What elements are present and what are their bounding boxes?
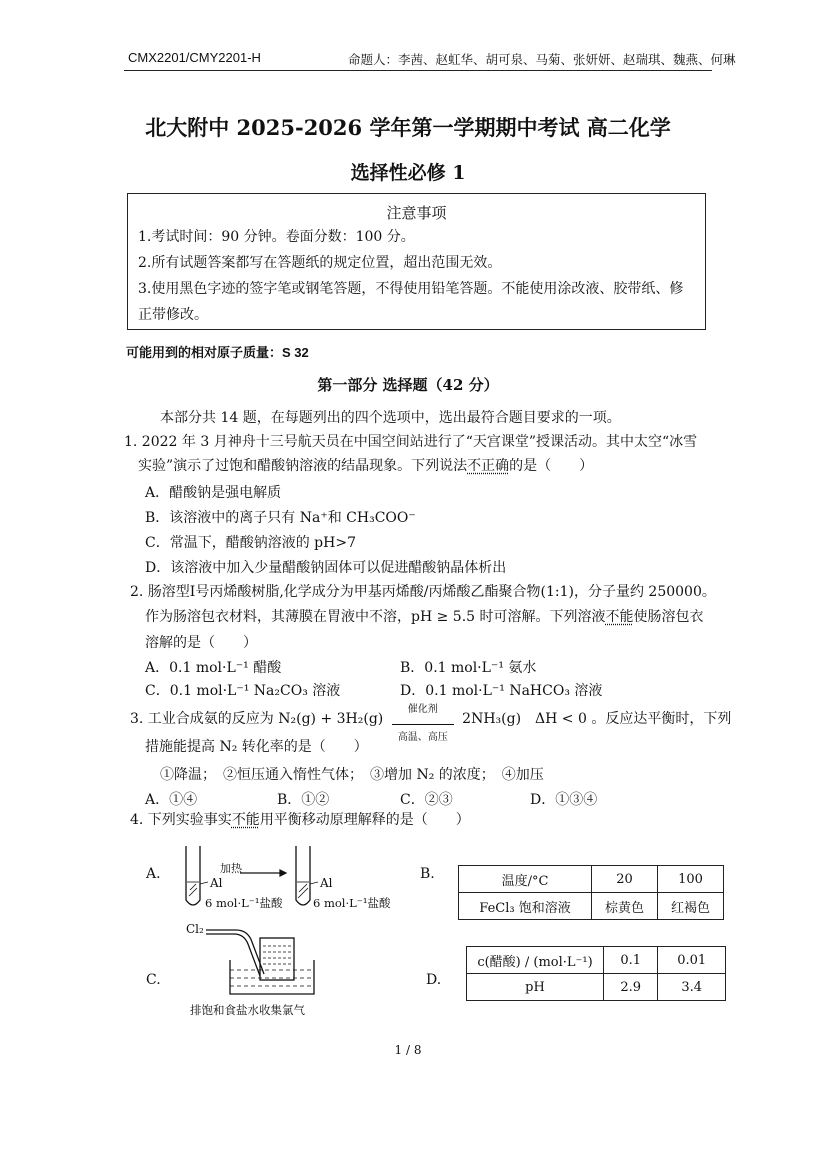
q4-label-c: C.	[146, 972, 161, 988]
catalyst-label: 催化剂	[407, 703, 438, 715]
table-b-cell-100: 红褐色	[658, 893, 724, 920]
q4-stem-a: 4. 下列实验事实	[130, 812, 232, 828]
figure-a-acid-1: 6 mol·L⁻¹盐酸	[205, 896, 283, 910]
test-tube-icon	[186, 846, 200, 905]
reaction-arrow	[392, 703, 454, 743]
q2-emphasis: 不能	[605, 609, 634, 625]
q2-stem-2a: 作为肠溶包衣材料，其薄膜在胃液中不溶，pH ≥ 5.5 时可溶解。下列溶液	[145, 609, 606, 625]
table-b-cell-20: 棕黄色	[592, 893, 658, 920]
q4-table-b	[458, 865, 724, 920]
notice-line-2: 2.所有试题答案都写在答题纸的规定位置，超出范围无效。	[138, 255, 502, 271]
q2-stem-3: 溶解的是（ ）	[145, 635, 257, 651]
figure-a-heat-label: 加热	[220, 862, 242, 875]
q3-option-c: C．②③	[400, 792, 453, 808]
atomic-mass-note: 可能用到的相对原子质量：S 32	[126, 345, 309, 360]
q2-option-d: D．0.1 mol·L⁻¹ NaHCO₃ 溶液	[400, 683, 603, 699]
table-d-row-label: pH	[467, 974, 604, 1001]
table-d-cell-01: 2.9	[604, 974, 658, 1001]
figure-a-al-1: Al	[210, 876, 223, 890]
exam-title: 北大附中 2025-2026 学年第一学期期中考试 高二化学	[145, 115, 671, 140]
q2-stem-2c: 使肠溶包衣	[633, 609, 704, 625]
q4-stem	[130, 809, 470, 829]
notice-line-1: 1.考试时间：90 分钟。卷面分数：100 分。	[138, 229, 415, 245]
q3-option-b: B．①②	[277, 792, 330, 808]
gas-bottle-icon	[260, 938, 294, 980]
figure-c-caption: 排饱和食盐水收集氯气	[190, 1003, 305, 1017]
notice-title: 注意事项	[386, 204, 447, 222]
q1-emphasis: 不正确	[467, 458, 510, 474]
q3-option-d: D．①③④	[530, 792, 598, 808]
table-b-header-100: 100	[658, 866, 724, 893]
q2-option-a: A．0.1 mol·L⁻¹ 醋酸	[145, 660, 282, 676]
q4-table-d	[466, 946, 726, 1001]
q1-stem-2a: 实验”演示了过饱和醋酸钠溶液的结晶现象。下列说法	[138, 458, 468, 474]
table-b-header-20: 20	[592, 866, 658, 893]
table-d-header-01: 0.1	[604, 947, 658, 974]
table-d-header-001: 0.01	[658, 947, 726, 974]
q2-option-b: B．0.1 mol·L⁻¹ 氨水	[400, 660, 537, 676]
header-code: CMX2201/CMY2201-H	[128, 50, 261, 65]
header-authors: 命题人：李茜、赵虹华、胡可泉、马菊、张妍妍、赵瑞琪、魏燕、何琳	[348, 53, 736, 67]
q4-emphasis: 不能	[231, 812, 260, 828]
q4-label-b: B.	[420, 866, 435, 882]
q3-stem-1b: 2NH₃(g) ΔH < 0 。反应达平衡时，下列	[462, 711, 732, 727]
table-d-cell-001: 3.4	[658, 974, 726, 1001]
q1-stem-2c: 的是（ ）	[509, 458, 594, 474]
q3-stem-1a: 3. 工业合成氨的反应为 N₂(g) + 3H₂(g)	[130, 711, 384, 727]
table-b-row-label: FeCl₃ 饱和溶液	[459, 893, 592, 920]
q1-option-c: C．常温下，醋酸钠溶液的 pH>7	[145, 535, 356, 551]
q3-stem-1	[130, 703, 732, 743]
figure-a-al-2: Al	[320, 876, 333, 890]
condition-label: 高温、高压	[397, 731, 448, 743]
header-divider	[124, 70, 712, 71]
arrow-icon	[240, 870, 286, 876]
trough-icon	[230, 960, 314, 994]
q1-stem-2	[138, 455, 593, 475]
figure-c-gas-collection	[186, 922, 346, 1002]
page-number: 1 / 8	[394, 1043, 422, 1057]
q3-stem-2: 措施能提高 N₂ 转化率的是（ ）	[145, 739, 368, 755]
q4-stem-c: 用平衡移动原理解释的是（ ）	[259, 812, 470, 828]
q3-option-a: A．①④	[145, 792, 198, 808]
part1-intro: 本部分共 14 题，在每题列出的四个选项中，选出最符合题目要求的一项。	[160, 410, 621, 426]
table-d-header-label: c(醋酸) / (mol·L⁻¹)	[467, 947, 604, 974]
table-b-header-label: 温度/°C	[459, 866, 592, 893]
q1-option-b: B．该溶液中的离子只有 Na⁺和 CH₃COO⁻	[145, 510, 416, 526]
figure-a-acid-2: 6 mol·L⁻¹盐酸	[313, 896, 391, 910]
q1-option-d: D．该溶液中加入少量醋酸钠固体可以促进醋酸钠晶体析出	[145, 560, 507, 576]
part1-title: 第一部分 选择题（42 分）	[317, 376, 499, 394]
notice-box	[127, 193, 706, 330]
q2-stem-2	[145, 606, 704, 626]
delivery-tube-icon	[206, 930, 264, 976]
q1-stem-1: 1. 2022 年 3 月神舟十三号航天员在中国空间站进行了“天宫课堂”授课活动。其中太空“冰雪	[124, 434, 698, 450]
exam-subtitle: 选择性必修 1	[350, 162, 466, 184]
q2-option-c: C．0.1 mol·L⁻¹ Na₂CO₃ 溶液	[145, 683, 341, 699]
q3-measures: ①降温； ②恒压通入惰性气体； ③增加 N₂ 的浓度； ④加压	[160, 767, 544, 783]
q1-option-a: A．醋酸钠是强电解质	[145, 485, 282, 501]
notice-line-3-cont: 正带修改。	[138, 307, 208, 323]
test-tube-icon	[296, 846, 310, 905]
q4-label-a: A.	[146, 866, 161, 882]
figure-c-cl2-label: Cl₂	[186, 922, 204, 936]
q2-stem-1: 2. 肠溶型I号丙烯酸树脂,化学成分为甲基丙烯酸/丙烯酸乙酯聚合物(1:1)，分子量约 250000。	[130, 584, 716, 600]
notice-line-3: 3.使用黑色字迹的签字笔或钢笔答题，不得使用铅笔答题。不能使用涂改液、胶带纸、修	[138, 281, 684, 297]
q4-label-d: D.	[426, 972, 442, 988]
